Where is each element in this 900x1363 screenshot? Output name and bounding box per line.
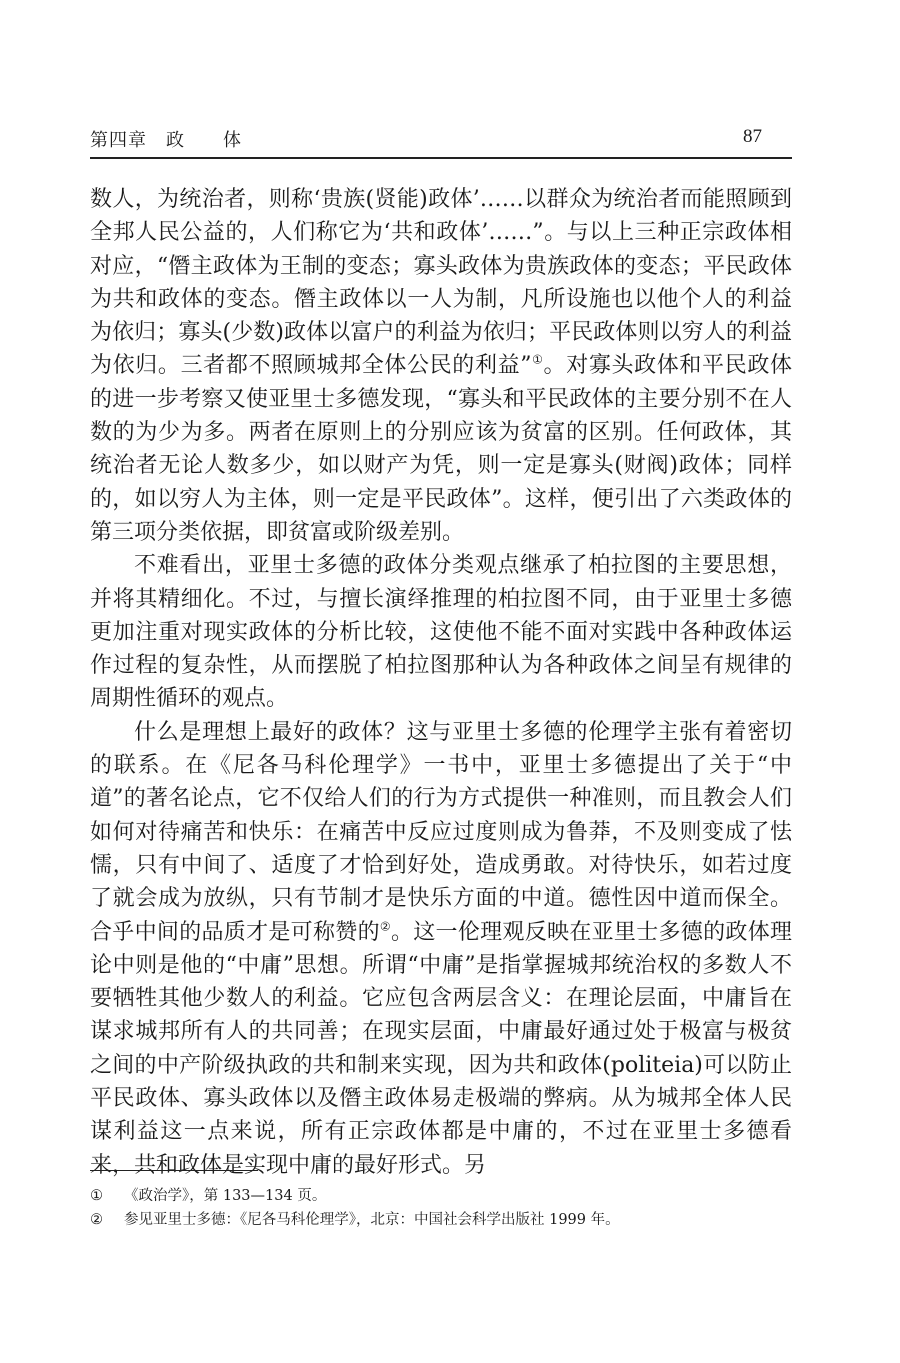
paragraph-3-text: 什么是理想上最好的政体？这与亚里士多德的伦理学主张有着密切的联系。在《尼各马科伦理学》一书中，亚里士多德提出了关于“中道”的著名论点，它不仅给人们的行为方式提供一种准则，而且教会人们如何对待痛苦和快乐：在痛苦中反应过度则成为鲁莽，不及则变成了怯懦，只有中间了、适度了才恰到好处，造成勇敢。对待快乐，如若过度了就会成为放纵，只有节制才是快乐方面的中道。德性因中道而保全。合乎中间的品质才是可称赞的 bbox=[90, 719, 792, 945]
footnote-rule bbox=[90, 1170, 258, 1171]
footnote-ref-2[interactable]: ② bbox=[379, 919, 391, 934]
paragraph-2 bbox=[90, 549, 792, 715]
paragraph-1-text: 数人，为统治者，则称‘贵族(贤能)政体’……以群众为统治者而能照顾到全邦人民公益的，人们称它为‘共和政体’……”。与以上三种正宗政体相对应，“僭主政体为王制的变态；寡头政体为贵族政体的变态；平民政体为共和政体的变态。僭主政体以一人为制，凡所设施也以他个人的利益为依归；寡头(少数)政体以富户的利益为依归；平民政体则以穷人的利益为依归。三者都不照顾城邦全体公民的利益” bbox=[90, 187, 792, 379]
running-header bbox=[90, 126, 792, 156]
paragraph-2-text: 不难看出，亚里士多德的政体分类观点继承了柏拉图的主要思想，并将其精细化。不过，与擅长演绎推理的柏拉图不同，由于亚里士多德更加注重对现实政体的分析比较，这使他不能不面对实践中各种政体运作过程的复杂性，从而摆脱了柏拉图那种认为各种政体之间呈有规律的周期性循环的观点。 bbox=[90, 553, 792, 712]
footnote-2-mark: ② bbox=[90, 1212, 103, 1228]
paragraph-1 bbox=[90, 183, 792, 549]
footnote-2-text: 参见亚里士多德：《尼各马科伦理学》，北京：中国社会科学出版社 1999 年。 bbox=[124, 1212, 620, 1228]
footnote-1 bbox=[90, 1184, 792, 1208]
paragraph-3 bbox=[90, 716, 792, 1182]
paragraph-1-text-cont: 。对寡头政体和平民政体的进一步考察又使亚里士多德发现，“寡头和平民政体的主要分别不在人数的为少为多。两者在原则上的分别应该为贫富的区别。任何政体，其统治者无论人数多少，如以财产为凭，则一定是寡头(财阀)政体；同样的，如以穷人为主体，则一定是平民政体”。这样，便引出了六类政体的第三项分类依据，即贫富或阶级差别。 bbox=[90, 353, 792, 545]
footnote-2 bbox=[90, 1208, 792, 1232]
body-text bbox=[90, 183, 792, 1182]
footnotes bbox=[90, 1184, 792, 1232]
paragraph-3-text-cont: 。这一伦理观反映在亚里士多德的政体理论中则是他的“中庸”思想。所谓“中庸”是指掌握城邦统治权的多数人不要牺牲其他少数人的利益。它应包含两层含义：在理论层面，中庸旨在谋求城邦所有人的共同善；在现实层面，中庸最好通过处于极富与极贫之间的中产阶级执政的共和制来实现，因为共和政体(politeia)可以防止平民政体、寡头政体以及僭主政体易走极端的弊病。从为城邦全体人民谋利益这一点来说，所有正宗政体都是中庸的，不过在亚里士多德看来，共和政体是实现中庸的最好形式。另 bbox=[90, 919, 792, 1178]
footnote-1-mark: ① bbox=[90, 1188, 103, 1204]
page-number: 87 bbox=[743, 126, 762, 147]
chapter-title: 第四章 政 体 bbox=[90, 130, 242, 151]
footnote-ref-1[interactable]: ① bbox=[531, 353, 544, 368]
footnote-1-text: 《政治学》，第 133—134 页。 bbox=[124, 1188, 327, 1204]
header-rule bbox=[90, 157, 792, 159]
